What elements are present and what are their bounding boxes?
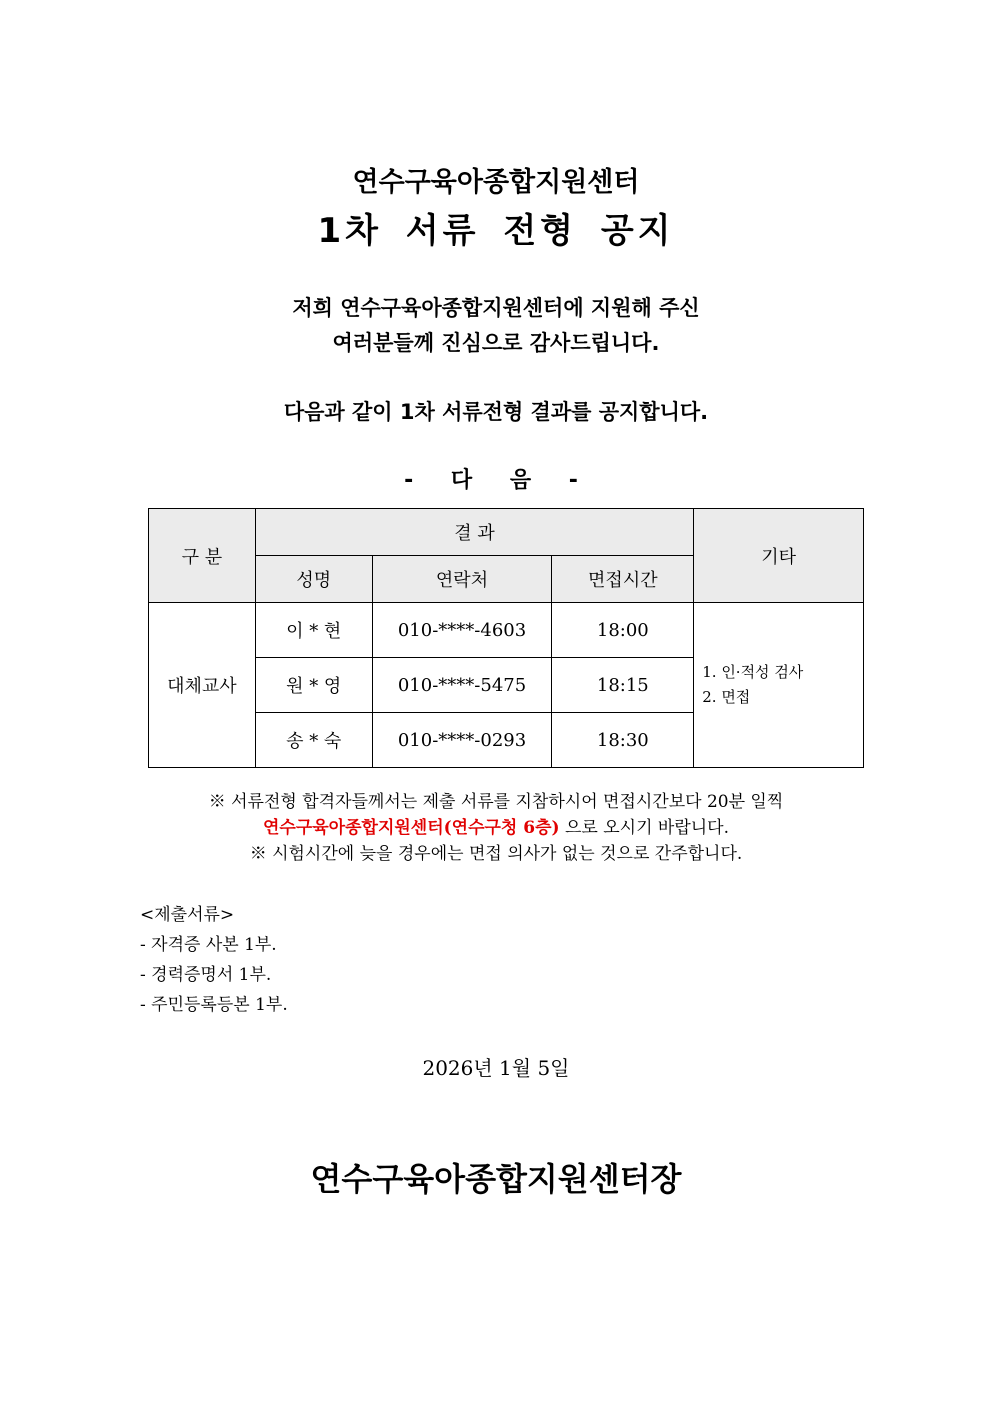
header-interview-time: 면접시간	[552, 556, 694, 603]
contact-cell: 010-****-0293	[372, 713, 552, 768]
header-name: 성명	[255, 556, 372, 603]
name-cell: 송 * 숙	[255, 713, 372, 768]
signature: 연수구육아종합지원센터장	[310, 1160, 682, 1198]
etc-note-1: 1. 인·적성 검사	[702, 663, 804, 681]
org-title: 연수구육아종합지원센터	[352, 167, 640, 198]
header-contact: 연락처	[372, 556, 552, 603]
name-cell: 원 * 영	[255, 658, 372, 713]
intro-line-1: 저희 연수구육아종합지원센터에 지원해 주신	[292, 296, 700, 320]
notice-title: 1차 서류 전형 공지	[317, 211, 675, 251]
document-item: - 주민등록등본 1부.	[140, 995, 288, 1015]
result-table	[148, 508, 864, 768]
notice-location-highlight: 연수구육아종합지원센터(연수구청 6층)	[262, 818, 560, 838]
next-label: - 다 음 -	[404, 468, 588, 493]
notice-line-3: ※ 시험시간에 늦을 경우에는 면접 의사가 없는 것으로 간주합니다.	[249, 844, 743, 864]
notice-line-1: ※ 서류전형 합격자들께서는 제출 서류를 지참하시어 면접시간보다 20분 일찍	[208, 792, 784, 812]
table-row	[149, 603, 864, 658]
submission-documents	[140, 900, 288, 1020]
notice-line-2-rest: 으로 오시기 바랍니다.	[559, 818, 729, 838]
notice-line-2	[0, 813, 992, 838]
intro-line-3: 다음과 같이 1차 서류전형 결과를 공지합니다.	[283, 400, 709, 424]
etc-note-cell	[694, 603, 864, 768]
document-item: - 자격증 사본 1부.	[140, 935, 277, 955]
contact-cell: 010-****-4603	[372, 603, 552, 658]
notice-date: 2026년 1월 5일	[422, 1056, 570, 1080]
intro-line-2: 여러분들께 진심으로 감사드립니다.	[332, 331, 660, 355]
header-result: 결 과	[255, 509, 693, 556]
time-cell: 18:00	[552, 603, 694, 658]
contact-cell: 010-****-5475	[372, 658, 552, 713]
category-cell: 대체교사	[149, 603, 256, 768]
header-category: 구 분	[149, 509, 256, 603]
name-cell: 이 * 현	[255, 603, 372, 658]
documents-heading: <제출서류>	[140, 905, 235, 925]
etc-note-2: 2. 면접	[702, 688, 751, 706]
header-etc: 기타	[694, 509, 864, 603]
time-cell: 18:30	[552, 713, 694, 768]
time-cell: 18:15	[552, 658, 694, 713]
document-item: - 경력증명서 1부.	[140, 965, 272, 985]
